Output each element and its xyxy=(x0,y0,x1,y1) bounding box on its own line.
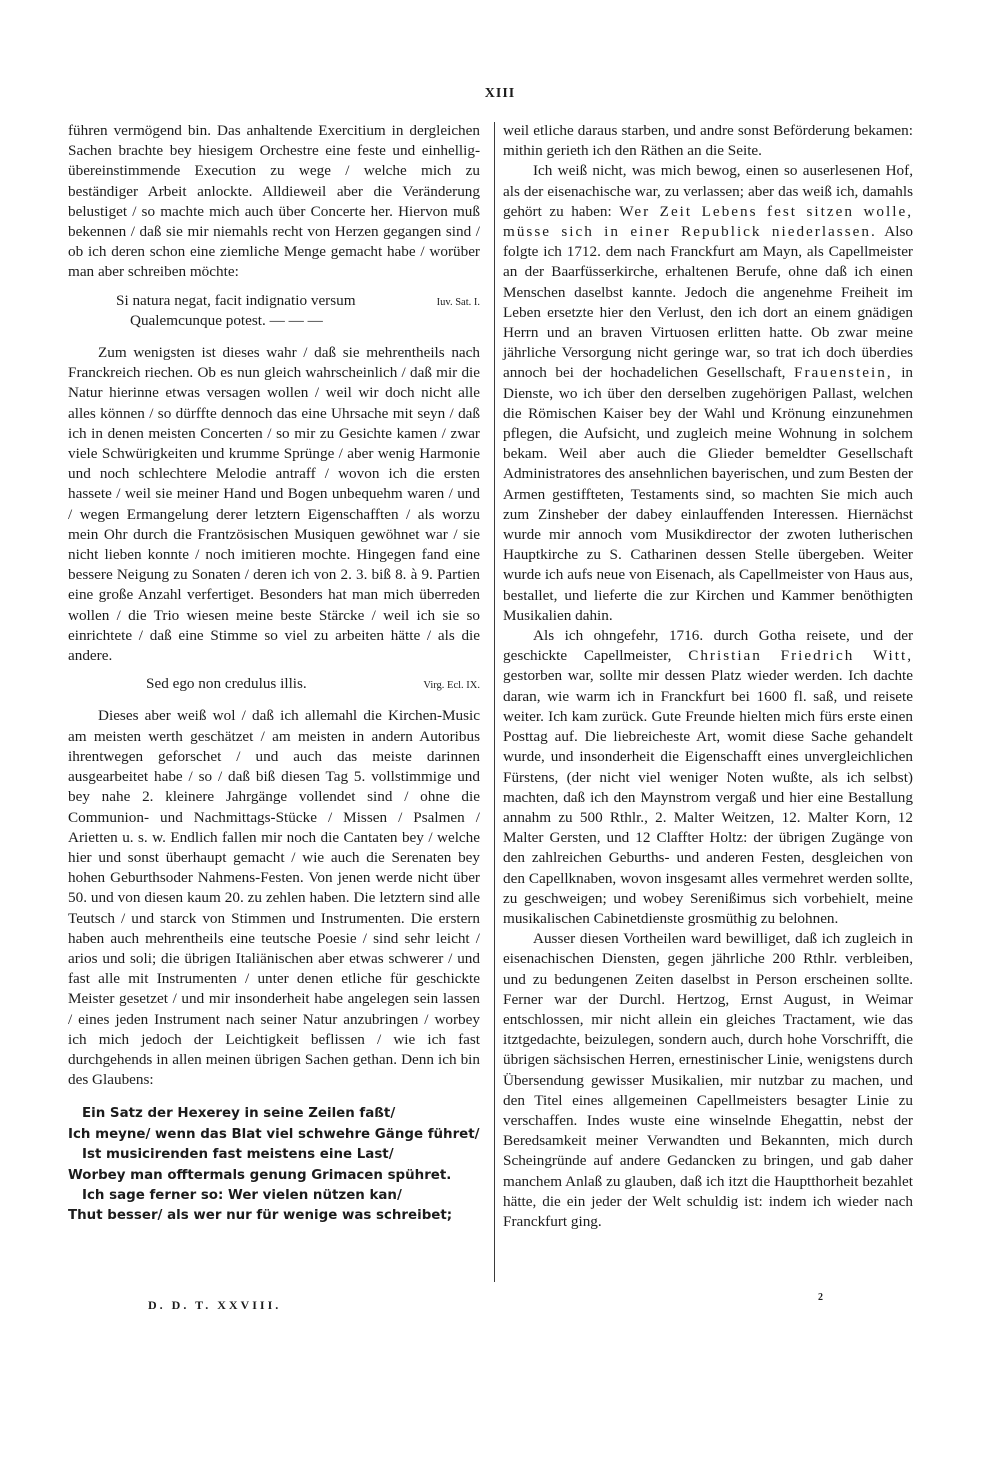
column-divider xyxy=(494,122,495,1282)
verse-line: Thut besser/ als wer nur für wenige was schreibet; xyxy=(68,1208,453,1224)
spaced-text: Wer Zeit Lebens fest sitzen wolle, müsse sich in einer Republick niederlassen. xyxy=(503,202,913,241)
left-paragraph-2: Zum wenigsten ist dieses wahr / daß sie mehrentheils nach Franckreich riechen. Ob es nun gleich wahrscheinlich / daß mir die Natur hierinne etwas versagen wollen / weil wir doch nicht alle alles können / so dürffte dennoch das eine Uhrsache mit seyn / daß ich in denen meisten Concerten / so mir zu Gesichte kamen / zwar viele Schwürigkeiten und krumme Sprünge / aber wenig Harmonie und noch schlechtere Melodie antraff / wovon ich die ersten hassete / weil sie meiner Hand und Bogen unbequehm waren / und / wegen Ermangelung derer letztern Eigenschafften / als worzu mein Ohr durch die Frantzösischen Musiquen gewöhnet war / sie nicht lieben konnte / noch imitieren mochte. Hingegen fand eine bessere Neigung zu Sonaten / deren ich von 2. 3. biß 8. à 9. Partien eine große Anzahl verfertiget. Besonders hat man mich überreden wollen / die Trio wiesen meine beste Stärcke / weil ich sie so einrichtete / daß eine Stimme so viel zu arbeiten hätte / als die andere. xyxy=(68,344,480,665)
quote-line: Sed ego non credulus illis. xyxy=(146,675,307,693)
text-run: Als ich ohngefehr, 1716. durch Gotha reisete, und der geschickte Capellmeister, xyxy=(503,627,913,665)
latin-quote-virgil xyxy=(146,674,480,694)
series-signature: D. D. T. XXVIII. xyxy=(148,1298,282,1312)
right-paragraph-2 xyxy=(503,161,913,626)
quote-reference: Iuv. Sat. I. xyxy=(436,296,480,308)
right-paragraph-1: weil etliche daraus starben, und andre sonst Beförderung bekamen: mithin gerieth ich den Räthen an die Seite. xyxy=(503,122,913,160)
verse-line: Ist musicirenden fast meistens eine Last/ xyxy=(82,1147,394,1163)
text-run: in Dienste, wo ich über den derselben zugehörigen Pallast, welchen die Römischen Kaiser bey der Wahl und Krönung einzunehmen pflegen, die Aufsicht, und zugleich meine Wohnung in solchem bekam. Weil aber auch die Glieder bemeldter Gesellschaft Administratores des ansehnlichen bayerischen, und zum Besten der Armen gestiffteten, Testaments sind, so machten Sie mich auch zum Zinsheber der dabey einlauffenden Interessen. Hiernächst wurde mir annoch vom Musikdirector der zwoten lutherischen Hauptkirche zu S. Catharinen dessen Stelle übergeben. Weiter wurde ich aufs neue von Eisenach, als Capellmeister von Haus aus, bestallet, und lieferte die zur Kirchen und Kammer benöthigten Musikalien dahin. xyxy=(503,364,914,624)
sheet-mark: 2 xyxy=(818,1292,823,1303)
text-run: Also folgte ich 1712. dem nach Franckfurt am Mayn, als Capellmeister an der Baarfüsserkirche, erhaltenen Berufe, ohne daß ich einen Menschen daselbst kannte. Jedoch die angenehme Freiheit im Leben ersetzte hier den Verlust, den ich dort an einem gnädigen Herrn und an braven Virtuosen erlitten hatte. Ob zwar meine jährliche Versorgung nicht geringe war, so trat ich doch überdies annoch bei der hochadelichen Gesellschaft, xyxy=(503,223,913,382)
text-run: gestorben war, sollte mir dessen Platz wieder werden. Ich dachte daran, wie warm ich in Franckfurt bei 1600 fl. saß, und reisete weiter. Ich kam zurück. Gute Freunde hielten mich fürs erste einen Posttag auf. Die liebreicheste Art, womit diese Sache gehandelt wurde, und insonderheit die Eigenschafft eines unvergleichlichen Fürstens, (der nicht viel weniger Noten wußte, als ich selbst) machten, daß ich den Maynstrom vergaß und hier eine Bestallung annahm zu 500 Rthlr., 2. Malter Weitzen, 12. Malter Korn, 12 Malter Gersten, und 12 Claffter Holtz: der übrigen Zugänge von den zahlreichen Geburths- und anderen Festen, desgleichen von den Capellknaben, wovon insgesamt alles vermehret werden sollte, zu geschweigen; und wobey Serenißimus sich vorbehielt, meine musikalischen Cabinetdienste grosmüthig zu belohnen. xyxy=(503,667,913,927)
quote-line: Si natura negat, facit indignatio versum xyxy=(116,291,356,309)
spaced-text: Frauenstein, xyxy=(794,364,893,382)
latin-quote-juvenal xyxy=(116,291,480,331)
left-column xyxy=(68,121,480,1227)
right-column xyxy=(503,121,913,1232)
left-paragraph-1: führen vermögend bin. Das anhaltende Exercitium in dergleichen Sachen brachte bey hiesigem Orchestre eine feste und einhellig-übereinstimmende Execution zu wege / welche mich zu beständiger Arbeit anlockte. Alldieweil aber die Veränderung belustiget / so machte mich auch über Concerte her. Hiervon muß bekennen / daß sie mir niemahls recht von Herzen gegangen sind / ob ich deren schon eine ziemliche Menge gemacht habe / worüber man aber schreiben möchte: xyxy=(68,122,480,281)
verse-line: Ich meyne/ wenn das Blat viel schwehre Gänge führet/ xyxy=(68,1126,480,1142)
spaced-text: Christian Friedrich Witt, xyxy=(688,647,913,665)
right-paragraph-3 xyxy=(503,626,913,929)
verse-block xyxy=(68,1104,480,1226)
verse-line: Worbey man offtermals genung Grimacen spühret. xyxy=(68,1167,452,1183)
text-run: Ich weiß nicht, was mich bewog, einen so auserlesenen Hof, als der eisenachische war, zu verlassen; aber das weiß ich, damahls gehört zu haben: xyxy=(503,162,913,220)
verse-line: Ich sage ferner so: Wer vielen nützen kan/ xyxy=(82,1187,402,1203)
right-paragraph-4: Ausser diesen Vortheilen ward bewilliget, daß ich zugleich in eisenachischen Diensten, gegen jährliche 200 Rthlr. verbleiben, und zu bedungenen Zeiten daselbst in Person erscheinen sollte. Ferner war der Durchl. Hertzog, Ernst August, in Weimar entschlossen, mir nicht allein ein gleiches Tractament, wie das itztgedachte, beizulegen, sondern auch, durch hohe Vorschrifft, die übrigen sächsischen Herren, ernestinischer Linie, wenigstens durch Übersendung gewisser Musikalien, mir nutzbar zu machen, und den Titel eines allgemeinen Capellmeisters besagter Linie zu verschaffen. Indes wuste eine winselnde Ehegattin, nebst der Beredsamkeit meiner Verwandten und Bekannten, mich durch Scheingründe auf andere Gedancken zu bringen, und gab daher manchem Anlaß zu glauben, daß ich itzt die Hauptthorheit bezahlet hätte, die ein jeder der Welt schuldig ist: indem ich wieder nach Franckfurt ging. xyxy=(503,930,913,1230)
verse-line: Ein Satz der Hexerey in seine Zeilen faßt/ xyxy=(82,1106,396,1122)
quote-reference: Virg. Ecl. IX. xyxy=(423,680,480,692)
quote-line: Qualemcunque potest. — — — xyxy=(130,311,323,329)
page-number: XIII xyxy=(484,86,516,101)
left-paragraph-3: Dieses aber weiß wol / daß ich allemahl die Kirchen-Music am meisten werth geschätzet / am meisten in andern Autoribus ihrentwegen geforschet / und auch das meiste darinnen ausgearbeitet habe / so / daß biß diesen Tag 5. vollstimmige und bey nahe 2. kleinere Jahrgänge vollendet sind / ohne die Communion- und Nachmittags-Stücke / Missen / Psalmen / Arietten u. s. w. Endlich fallen mir noch die Cantaten bey / welche hier und sonst überhaupt gemacht / wie auch die Serenaten bey hohen Geburthsoder Nahmens-Festen. Von jenen werde nicht über 50. und von diesen kaum 20. zu zehlen haben. Die letztern sind alle Teutsch / und starck von Stimmen und Instrumenten. Die erstern haben auch mehrentheils eine teutsche Poesie / sind sehr leicht / arios und soli; die übrigen Italiänischen aber etwas schwerer / und fast alle mit Instrumenten / unter denen etliche für geschickte Meister gesetzet / und mir insonderheit habe angelegen sein lassen / eines jeden Instrument nach seiner Natur anzubringen / worbey ich mich jedoch der Leichtigkeit beflissen / wie ich fast durchgehends in allen meinen übrigen Sachen gethan. Denn ich bin des Glaubens: xyxy=(68,707,480,1089)
